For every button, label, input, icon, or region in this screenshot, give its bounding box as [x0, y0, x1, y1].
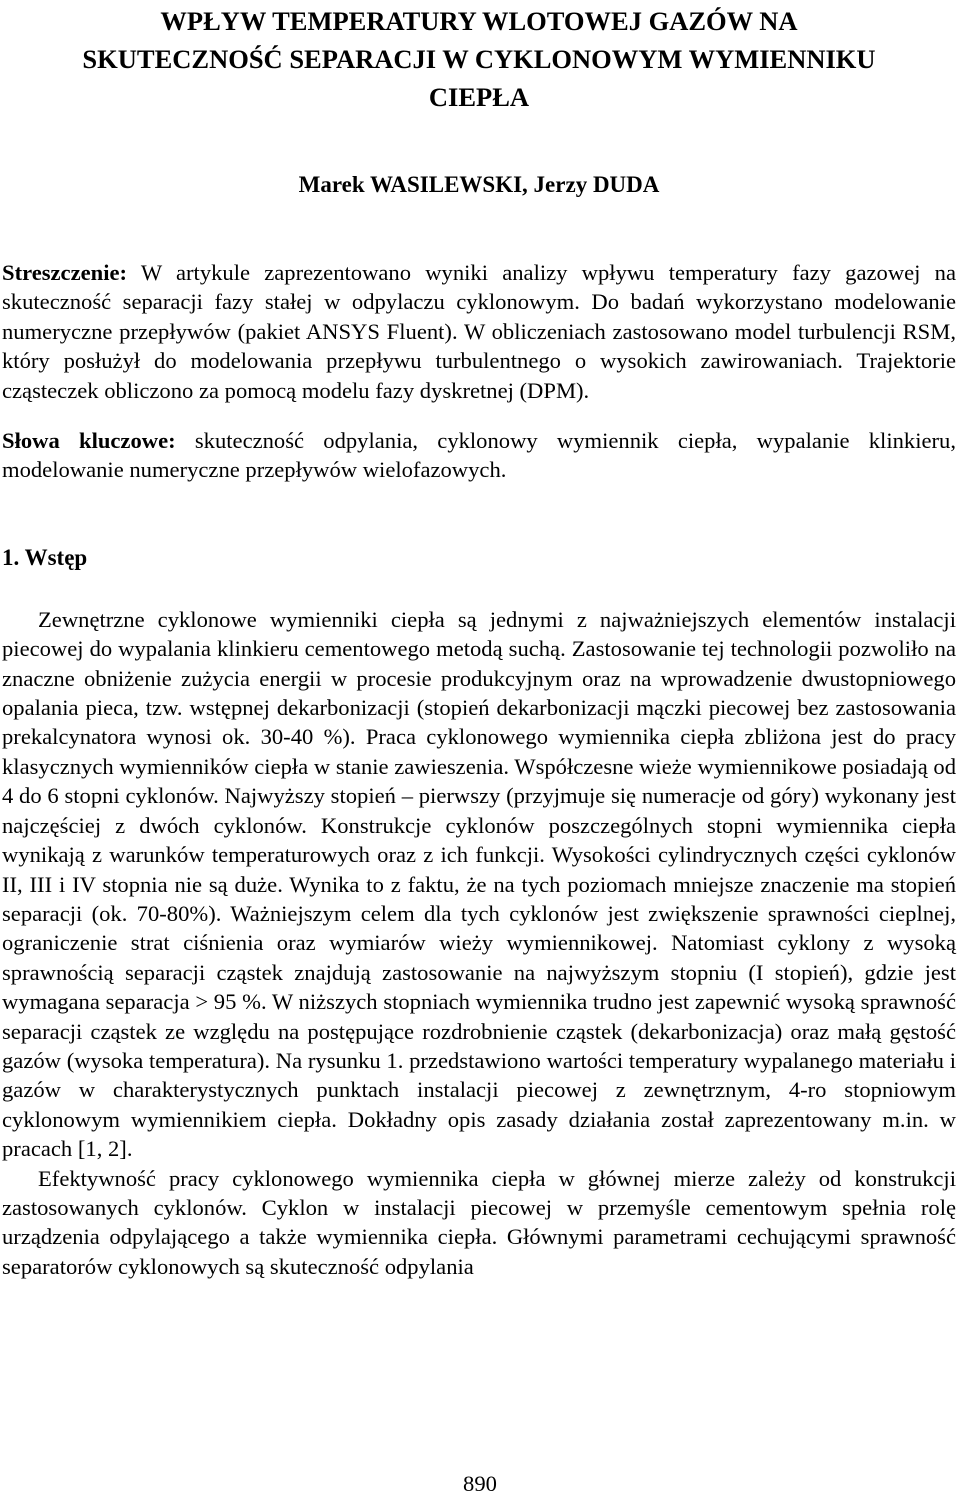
- abstract-label: Streszczenie:: [2, 260, 128, 285]
- section-heading: 1. Wstęp: [2, 544, 88, 570]
- abstract-text: W artykule zaprezentowano wyniki analizy wpływu temperatury fazy gazowej na skuteczność separacji fazy stałej w odpylaczu cyklonowym. Do badań wykorzystano modelowanie numeryczne przepływów (pakiet ANSYS Fluent). W obliczeniach zastosowano model turbulencji RSM, który posłużył do modelowania przepływu turbulentnego o wysokich zawirowaniach. Trajektorie cząsteczek obliczono za pomocą modelu fazy dyskretnej (DPM).: [2, 260, 956, 403]
- authors: Marek WASILEWSKI, Jerzy DUDA: [298, 172, 660, 197]
- title-line: WPŁYW TEMPERATURY WLOTOWEJ GAZÓW NA: [160, 6, 798, 36]
- page-number: 890: [463, 1471, 497, 1496]
- body-paragraph: Zewnętrzne cyklonowe wymienniki ciepła są jednymi z najważniejszych elementów instalacji piecowej do wypalania klinkieru cementowego metodą suchą. Zastosowanie tej technologii pozwoliło na znaczne obniżenie zużycia energii w procesie produkcyjnym oraz na wprowadzenie dwustopniowego opalania pieca, tzw. wstępnej dekarbonizacji (stopień dekarbonizacji mączki piecowej bez zastosowania prekalcynatora wynosi ok. 30-40 %). Praca cyklonowego wymiennika ciepła zbliżona jest do pracy klasycznych wymienników ciepła w stanie zawieszenia. Współczesne wieże wymiennikowe posiadają od 4 do 6 stopni cyklonów. Najwyższy stopień – pierwszy (przyjmuje się numeracje od góry) wykonany jest najczęściej z dwóch cyklonów. Konstrukcje cyklonów poszczególnych stopni wymiennika ciepła wynikają z warunków temperaturowych oraz z ich funkcji. Wysokości cylindrycznych części cyklonów II, III i IV stopnia nie są duże. Wynika to z faktu, że na tych poziomach mniejsze znaczenie ma stopień separacji (ok. 70-80%). Ważniejszym celem dla tych cyklonów jest zwiększenie sprawności cieplnej, ograniczenie strat ciśnienia oraz wymiarów wieży wymiennikowej. Natomiast cyklony z wysoką sprawnością separacji cząstek znajdują zastosowanie na najwyższym stopniu (I stopień), gdzie jest wymagana separacja > 95 %. W niższych stopniach wymiennika trudno jest zapewnić wysoką sprawność separacji cząstek ze względu na postępujące rozdrobnienie cząstek (dekarbonizacja) oraz małą gęstość gazów (wysoka temperatura). Na rysunku 1. przedstawiono wartości temperatury wypalanego materiału i gazów w charakterystycznych punktach instalacji piecowej z zewnętrznym, 4-ro stopniowym cyklonowym wymiennikiem ciepła. Dokładny opis zasady działania został zaprezentowany m.in. w pracach [1, 2].: [2, 606, 956, 1162]
- keywords-label: Słowa kluczowe:: [2, 428, 176, 454]
- paper-title: [2, 0, 956, 116]
- keywords-text: skuteczność odpylania, cyklonowy wymiennik ciepła, wypalanie klinkieru, modelowanie numeryczne przepływów wielofazowych.: [2, 428, 956, 483]
- title-line: SKUTECZNOŚĆ SEPARACJI W CYKLONOWYM WYMIENNIKU: [82, 44, 876, 74]
- body-paragraph: Efektywność pracy cyklonowego wymiennika ciepła w głównej mierze zależy od konstrukcji zastosowanych cyklonów. Cyklon w instalacji piecowej w przemyśle cementowym spełnia rolę urządzenia odpylającego a także wymiennika ciepła. Głównymi parametrami cechującymi sprawność separatorów cyklonowych są skuteczność odpylania: [2, 1165, 956, 1279]
- keywords: [2, 426, 956, 485]
- title-line: CIEPŁA: [428, 82, 530, 112]
- abstract: [2, 258, 956, 405]
